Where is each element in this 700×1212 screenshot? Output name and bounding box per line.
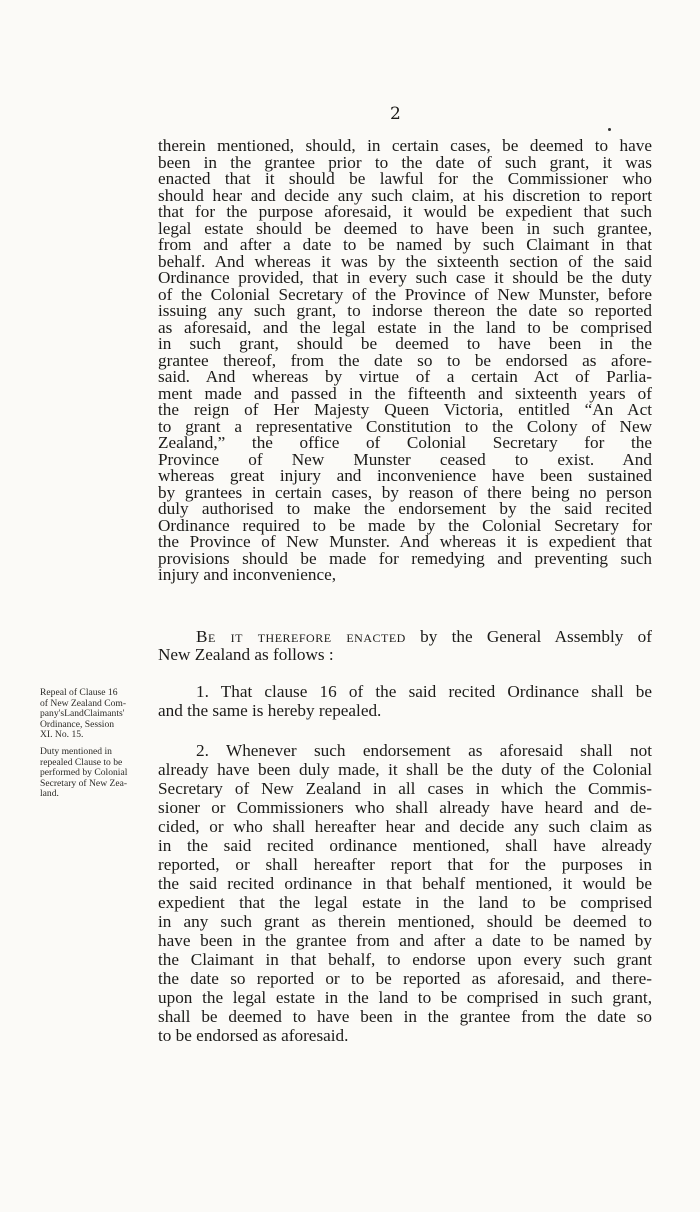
text-line: upon the legal estate in the land to be comprised in such grant, bbox=[158, 988, 652, 1007]
text-line: enacted that it should be lawful for the Commissioner who bbox=[158, 169, 652, 188]
clause-1 bbox=[158, 682, 652, 720]
margin-note-line: repealed Clause to be bbox=[40, 756, 123, 768]
text-line: New Zealand as follows : bbox=[158, 645, 334, 664]
text-line: that for the purpose aforesaid, it would be expedient that such bbox=[158, 202, 652, 221]
text-line: whereas great injury and inconvenience have been sustained bbox=[158, 466, 652, 485]
text-line: expedient that the legal estate in the land to be comprised bbox=[158, 893, 652, 912]
text-line: of the Colonial Secretary of the Province of New Munster, before bbox=[158, 284, 652, 304]
text-line: the Claimant in that behalf, to endorse upon every such grant bbox=[158, 950, 652, 969]
page-number: 2 bbox=[390, 104, 401, 124]
text-line: ment made and passed in the fifteenth and sixteenth years of bbox=[158, 383, 652, 403]
text-line: in such grant, should be deemed to have been in the bbox=[158, 334, 652, 353]
text-line: 1. That clause 16 of the said recited Ordinance shall be bbox=[196, 682, 652, 701]
text-line: Ordinance provided, that in every such case it should be the duty bbox=[158, 268, 652, 287]
text-line: been in the grantee prior to the date of such grant, it was bbox=[158, 152, 652, 172]
text-line: shall be deemed to have been in the grantee from the date so bbox=[158, 1007, 652, 1026]
text-line: reported, or shall hereafter report that for the purposes in bbox=[158, 855, 652, 874]
margin-note-line: performed by Colonial bbox=[40, 767, 128, 779]
text-line: the said recited ordinance in that behalf mentioned, it would be bbox=[158, 874, 652, 893]
text-line: from and after a date to be named by such Claimant in that bbox=[158, 235, 652, 254]
text-line: in any such grant as therein mentioned, should be deemed to bbox=[158, 912, 652, 931]
preamble-paragraph bbox=[158, 138, 652, 584]
text-line: the Province of New Munster. And whereas it is expedient that bbox=[158, 532, 652, 551]
text-line: Secretary of New Zealand in all cases in which the Commis- bbox=[158, 779, 652, 798]
text-line: legal estate should be deemed to have been in such grantee, bbox=[158, 218, 652, 238]
print-mark bbox=[608, 128, 611, 131]
margin-note-clause-2 bbox=[40, 747, 156, 800]
margin-note-line: Duty mentioned in bbox=[40, 746, 112, 757]
text-line: 2. Whenever such endorsement as aforesaid shall not bbox=[196, 741, 652, 760]
clause-2 bbox=[158, 741, 652, 1045]
enacting-rest: by the General Assembly of bbox=[405, 627, 652, 646]
text-line: issuing any such grant, to indorse thereon the date so reported bbox=[158, 301, 652, 320]
text-line: by grantees in certain cases, by reason of there being no person bbox=[158, 482, 652, 502]
text-line: Ordinance required to be made by the Colonial Secretary for bbox=[158, 515, 652, 535]
margin-note-line: Ordinance, Session bbox=[40, 718, 115, 730]
margin-note-line: Repeal of Clause 16 bbox=[40, 687, 118, 698]
enacting-clause bbox=[158, 628, 652, 664]
margin-note-line: of New Zealand Com- bbox=[40, 697, 127, 709]
text-line: to be endorsed as aforesaid. bbox=[158, 1026, 349, 1045]
margin-note-line: XI. No. 15. bbox=[40, 729, 84, 741]
margin-note-line: pany'sLandClaimants' bbox=[40, 708, 125, 720]
text-line: as aforesaid, and the legal estate in the land to be comprised bbox=[158, 317, 652, 337]
text-line: provisions should be made for remedying and preventing such bbox=[158, 548, 652, 568]
text-line: Zealand,” the office of Colonial Secretary for the bbox=[158, 433, 652, 452]
text-line: the date so reported or to be reported as aforesaid, and there- bbox=[158, 969, 652, 988]
text-line: should hear and decide any such claim, at his discretion to report bbox=[158, 185, 652, 205]
text-line: grantee thereof, from the date so to be endorsed as afore- bbox=[158, 350, 652, 370]
text-line: said. And whereas by virtue of a certain Act of Parlia- bbox=[158, 367, 652, 386]
text-line: behalf. And whereas it was by the sixteenth section of the said bbox=[158, 251, 652, 271]
margin-note-line: Secretary of New Zea- bbox=[40, 777, 128, 789]
text-line: therein mentioned, should, in certain cases, be deemed to have bbox=[158, 136, 652, 155]
text-line: Province of New Munster ceased to exist. And bbox=[158, 449, 652, 469]
text-line: the reign of Her Majesty Queen Victoria, entitled “An Act bbox=[158, 400, 652, 419]
text-line: cided, or who shall hereafter hear and decide any such claim as bbox=[158, 817, 652, 836]
text-line: in the said recited ordinance mentioned, shall have already bbox=[158, 836, 652, 855]
text-line: injury and inconvenience, bbox=[158, 565, 337, 584]
text-line bbox=[158, 628, 652, 646]
text-line: to grant a representative Constitution to the Colony of New bbox=[158, 416, 652, 436]
text-line: sioner or Commissioners who shall already have heard and de- bbox=[158, 798, 652, 817]
margin-note-clause-1 bbox=[40, 688, 156, 741]
enacting-lead: Be it therefore enacted bbox=[196, 627, 406, 646]
margin-note-line: land. bbox=[40, 788, 59, 800]
text-line: and the same is hereby repealed. bbox=[158, 701, 382, 720]
text-line: duly authorised to make the endorsement by the said recited bbox=[158, 499, 652, 518]
text-line: already have been duly made, it shall be the duty of the Colonial bbox=[158, 760, 652, 779]
text-line: have been in the grantee from and after a date to be named by bbox=[158, 931, 652, 950]
